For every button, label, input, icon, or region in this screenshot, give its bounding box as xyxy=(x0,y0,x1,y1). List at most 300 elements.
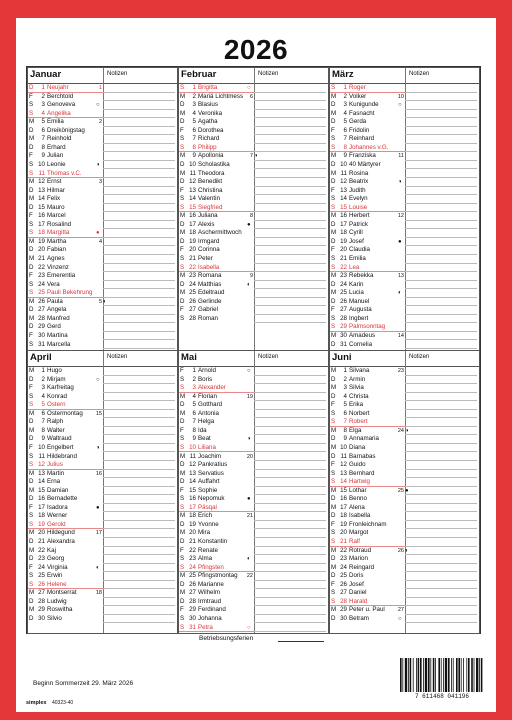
weekday: D xyxy=(331,118,336,126)
day-row xyxy=(179,529,329,538)
day-number: 6 xyxy=(343,126,347,134)
day-number: 24 xyxy=(189,563,196,571)
notes-line xyxy=(254,322,326,323)
weekday: M xyxy=(331,563,337,571)
day-row xyxy=(179,547,329,556)
weekday: F xyxy=(180,126,184,134)
week-number: 26 xyxy=(397,547,404,554)
day-number: 24 xyxy=(38,563,45,571)
weekday: F xyxy=(180,367,184,374)
notes-line xyxy=(103,348,175,349)
weekday: S xyxy=(180,443,185,451)
month-name: Januar xyxy=(30,69,62,80)
name-day: Bernhard xyxy=(349,469,375,477)
day-number: 14 xyxy=(38,195,45,203)
day-number: 19 xyxy=(189,520,196,528)
day-number: 2 xyxy=(192,375,196,383)
day-number: 12 xyxy=(38,178,45,186)
day-number: 12 xyxy=(340,461,347,469)
day-row xyxy=(179,512,329,521)
day-row xyxy=(330,246,480,255)
weekday: D xyxy=(331,297,336,305)
name-day: Betram xyxy=(349,614,369,622)
name-day: Silvio xyxy=(47,614,62,622)
name-day: Lucia xyxy=(349,289,364,297)
day-number: 25 xyxy=(340,289,347,297)
name-day: Scholastika xyxy=(198,160,230,168)
weekday: M xyxy=(180,169,186,177)
day-row xyxy=(28,255,178,264)
weekday: S xyxy=(331,589,336,597)
day-row xyxy=(179,376,329,385)
weekday: M xyxy=(29,426,35,434)
moon-phase-icon: ● xyxy=(96,230,100,237)
day-number: 9 xyxy=(41,152,45,160)
name-day: Bernadette xyxy=(47,495,78,503)
name-day: Rosalind xyxy=(47,220,72,228)
weekday: S xyxy=(29,580,34,588)
weekday: M xyxy=(331,229,337,237)
day-row xyxy=(330,529,480,538)
day-number: 4 xyxy=(343,392,347,400)
name-day: Irmgard xyxy=(198,237,220,245)
day-number: 29 xyxy=(38,606,45,614)
day-number: 9 xyxy=(343,152,347,160)
name-day: Sophie xyxy=(198,486,218,494)
weekday: F xyxy=(331,186,335,194)
day-number: 19 xyxy=(340,237,347,245)
day-number: 12 xyxy=(38,461,45,469)
day-number: 10 xyxy=(340,160,347,168)
weekday: D xyxy=(331,512,336,520)
moon-phase-icon: ○ xyxy=(247,624,251,631)
day-row xyxy=(28,581,178,590)
name-day: Peter xyxy=(198,255,213,262)
moon-phase-icon: ○ xyxy=(398,102,402,109)
weekday: F xyxy=(180,426,184,434)
barcode-bar xyxy=(445,658,447,692)
name-day: Mariä Lichtmess xyxy=(198,92,244,100)
name-day: Erna xyxy=(47,478,61,486)
name-day: Roswitha xyxy=(47,606,73,614)
name-day: 40 Märtyrer xyxy=(349,160,381,168)
name-day: Renate xyxy=(198,546,218,554)
weekday: M xyxy=(29,529,35,537)
name-day: Marianne xyxy=(198,580,224,588)
weekday: S xyxy=(331,203,336,211)
name-day: Martha xyxy=(47,237,67,245)
day-row xyxy=(179,581,329,590)
barcode-bar xyxy=(474,658,475,692)
name-day: Erika xyxy=(349,401,364,409)
name-day: Päsqal xyxy=(198,503,217,511)
name-day: Evelyn xyxy=(349,195,368,203)
day-row xyxy=(179,470,329,479)
name-day: Pfingstmontag xyxy=(198,572,238,580)
name-day: Romana xyxy=(198,272,222,280)
day-row xyxy=(330,564,480,573)
name-day: Vera xyxy=(47,280,60,288)
day-row xyxy=(330,444,480,453)
day-number: 15 xyxy=(340,203,347,211)
name-day: Mauro xyxy=(47,203,65,211)
day-number: 26 xyxy=(340,297,347,305)
weekday: S xyxy=(180,563,185,571)
day-row xyxy=(330,298,480,307)
day-row xyxy=(330,495,480,504)
weekday: F xyxy=(180,606,184,614)
month-maerz xyxy=(329,67,480,351)
day-row xyxy=(330,212,480,221)
day-number: 3 xyxy=(192,101,196,109)
weekday: M xyxy=(331,367,337,374)
day-row xyxy=(179,229,329,238)
weekday: F xyxy=(331,246,335,254)
day-number: 28 xyxy=(340,314,347,322)
day-row xyxy=(28,264,178,273)
name-day: Robert xyxy=(349,418,368,426)
day-row xyxy=(330,315,480,324)
day-row xyxy=(179,461,329,470)
weekday: D xyxy=(29,555,34,563)
day-row xyxy=(179,101,329,110)
barcode-bar xyxy=(481,658,483,692)
day-row xyxy=(330,306,480,315)
name-day: Blasius xyxy=(198,101,218,109)
name-day: Daniel xyxy=(349,589,367,597)
weekday: D xyxy=(331,452,336,460)
name-day: Konrad xyxy=(47,392,67,400)
day-row xyxy=(330,221,480,230)
week-number: 24 xyxy=(397,427,404,434)
day-number: 26 xyxy=(38,297,45,305)
weekday: D xyxy=(180,478,185,486)
name-day: Margitta xyxy=(47,229,70,237)
barcode-bar xyxy=(463,658,464,692)
name-day: Matthias xyxy=(198,280,222,288)
name-day: Claudia xyxy=(349,246,370,254)
day-row xyxy=(179,589,329,598)
day-row xyxy=(330,255,480,264)
day-row xyxy=(179,272,329,281)
weekday: M xyxy=(331,92,337,100)
day-row xyxy=(330,204,480,213)
moon-phase-icon: ◑ xyxy=(398,179,402,186)
name-day: Gotthard xyxy=(198,401,223,409)
name-day: Harald xyxy=(349,597,368,605)
day-row xyxy=(330,572,480,581)
day-row xyxy=(28,461,178,470)
name-day: Christa xyxy=(349,392,369,400)
name-day: Irmtraud xyxy=(198,597,222,605)
weekday: F xyxy=(180,486,184,494)
weekday: D xyxy=(331,614,336,622)
name-day: Julian xyxy=(47,152,64,160)
day-row xyxy=(179,84,329,93)
day-row xyxy=(179,384,329,393)
name-day: Juliana xyxy=(198,212,218,220)
day-row xyxy=(179,487,329,496)
day-number: 1 xyxy=(192,367,196,374)
day-row xyxy=(179,135,329,144)
day-row xyxy=(179,127,329,136)
week-number: 2 xyxy=(98,119,102,126)
barcode-bar xyxy=(418,658,420,692)
name-day: Erhard xyxy=(47,143,66,151)
moon-phase-icon: ● xyxy=(247,496,251,503)
moon-phase-icon: ◑ xyxy=(96,444,100,451)
vacation-label: Betriebsungsferien xyxy=(199,635,254,642)
weekday: M xyxy=(331,384,337,392)
weekday: M xyxy=(180,512,186,520)
day-row xyxy=(330,418,480,427)
weekday: D xyxy=(331,280,336,288)
weekday: M xyxy=(180,92,186,100)
weekday: D xyxy=(180,280,185,288)
weekday: D xyxy=(29,126,34,134)
day-number: 29 xyxy=(340,323,347,331)
day-number: 11 xyxy=(340,169,347,177)
day-number: 5 xyxy=(41,118,45,126)
day-row xyxy=(28,170,178,179)
name-day: Gerold xyxy=(47,520,66,528)
weekday: D xyxy=(29,203,34,211)
weekday: D xyxy=(180,597,185,605)
day-number: 11 xyxy=(189,452,196,460)
name-day: Roman xyxy=(198,314,218,322)
weekday: D xyxy=(180,178,185,186)
day-number: 10 xyxy=(38,443,45,451)
name-day: Siegfried xyxy=(198,203,223,211)
name-day: Neujahr xyxy=(47,84,69,91)
name-day: Florian xyxy=(198,392,217,400)
weekday: S xyxy=(180,84,185,91)
day-number: 13 xyxy=(189,186,196,194)
day-number: 22 xyxy=(189,546,196,554)
name-day: Konstantin xyxy=(198,538,228,545)
day-number: 23 xyxy=(38,555,45,563)
name-day: Genoveva xyxy=(47,101,76,109)
day-row xyxy=(330,84,480,93)
article-number: 40323-40 xyxy=(52,700,74,706)
weekday: S xyxy=(331,469,336,477)
weekday: D xyxy=(29,306,34,314)
weekday: M xyxy=(29,486,35,494)
week-number: 12 xyxy=(397,213,404,220)
weekday: D xyxy=(29,84,34,91)
name-day: Helga xyxy=(198,418,215,426)
day-row xyxy=(330,135,480,144)
weekday: M xyxy=(29,589,35,597)
moon-phase-icon: ◐ xyxy=(405,547,409,554)
name-day: Roger xyxy=(349,84,366,91)
week-number: 10 xyxy=(397,93,404,100)
day-number: 12 xyxy=(189,178,196,186)
day-row xyxy=(179,144,329,153)
day-row xyxy=(28,427,178,436)
day-number: 22 xyxy=(189,263,196,271)
weekday: D xyxy=(29,478,34,486)
weekday: M xyxy=(29,237,35,245)
day-number: 29 xyxy=(189,606,196,614)
weekday: D xyxy=(29,246,34,254)
weekday: F xyxy=(29,384,33,392)
weekday: M xyxy=(331,212,337,220)
day-row xyxy=(179,204,329,213)
day-number: 11 xyxy=(189,169,196,177)
day-row xyxy=(28,401,178,410)
day-number: 21 xyxy=(38,538,45,545)
week-number: 17 xyxy=(95,530,102,537)
day-row xyxy=(28,101,178,110)
day-number: 11 xyxy=(38,452,45,460)
weekday: M xyxy=(180,289,186,297)
day-row xyxy=(179,306,329,315)
name-day: Antonia xyxy=(198,409,219,417)
name-day: Alexis xyxy=(198,220,215,228)
barcode xyxy=(400,658,484,692)
day-number: 18 xyxy=(189,229,196,237)
day-row xyxy=(28,512,178,521)
name-day: Ralph xyxy=(47,418,64,426)
day-row xyxy=(28,332,178,341)
weekday: S xyxy=(29,280,34,288)
day-number: 14 xyxy=(189,478,196,486)
day-number: 26 xyxy=(189,297,196,305)
name-day: Gerda xyxy=(349,118,367,126)
day-number: 23 xyxy=(340,555,347,563)
day-number: 12 xyxy=(189,461,196,469)
day-number: 16 xyxy=(38,495,45,503)
weekday: S xyxy=(29,101,34,109)
weekday: D xyxy=(331,237,336,245)
name-day: Annamaria xyxy=(349,435,379,443)
name-day: Isadora xyxy=(47,503,68,511)
week-number: 9 xyxy=(249,273,253,280)
name-day: Lothar xyxy=(349,486,367,494)
name-day: Mira xyxy=(198,529,211,537)
weekday: D xyxy=(29,418,34,426)
weekday: D xyxy=(29,614,34,622)
day-row xyxy=(179,555,329,564)
week-number: 7 xyxy=(249,153,253,160)
day-row xyxy=(179,298,329,307)
week-number: 13 xyxy=(397,273,404,280)
name-day: Engelbert xyxy=(47,443,74,451)
name-day: Hugo xyxy=(47,367,62,374)
day-row xyxy=(179,246,329,255)
day-number: 6 xyxy=(41,126,45,134)
weekday: M xyxy=(331,331,337,339)
name-day: Armin xyxy=(349,375,366,383)
notes-line xyxy=(103,622,175,623)
name-day: Berchtold xyxy=(47,92,74,100)
barcode-bar xyxy=(468,658,470,692)
name-day: Judith xyxy=(349,186,366,194)
weekday: F xyxy=(180,186,184,194)
barcode-bar xyxy=(479,658,480,692)
moon-phase-icon: ◐ xyxy=(96,564,100,571)
day-row xyxy=(330,470,480,479)
day-number: 23 xyxy=(189,272,196,280)
day-row xyxy=(28,384,178,393)
day-row xyxy=(28,444,178,453)
week-number: 5 xyxy=(98,298,102,305)
day-row xyxy=(28,135,178,144)
day-row xyxy=(28,521,178,530)
day-row xyxy=(330,152,480,161)
notes-line xyxy=(254,631,326,632)
day-number: 24 xyxy=(340,563,347,571)
name-day: Joachim xyxy=(198,452,222,460)
day-number: 24 xyxy=(189,280,196,288)
day-number: 18 xyxy=(38,229,45,237)
weekday: D xyxy=(180,401,185,409)
day-row xyxy=(28,504,178,513)
day-row xyxy=(179,624,329,633)
month-mai xyxy=(178,350,329,634)
month-februar xyxy=(178,67,329,351)
weekday: M xyxy=(29,606,35,614)
month-name: Februar xyxy=(181,69,217,80)
day-row xyxy=(179,444,329,453)
day-number: 19 xyxy=(38,237,45,245)
weekday: S xyxy=(29,461,34,469)
name-day: Kunigunde xyxy=(349,101,379,109)
day-number: 7 xyxy=(192,418,196,426)
name-day: Fasnacht xyxy=(349,109,375,117)
day-number: 27 xyxy=(38,589,45,597)
weekday: S xyxy=(29,109,34,117)
day-number: 26 xyxy=(189,580,196,588)
day-row xyxy=(179,152,329,161)
day-number: 7 xyxy=(343,418,347,426)
name-day: Nepomuk xyxy=(198,495,225,503)
name-day: Waltraud xyxy=(47,435,72,443)
day-row xyxy=(179,255,329,264)
name-day: Martina xyxy=(47,331,68,339)
name-day: Beatrix xyxy=(349,178,369,186)
weekday: M xyxy=(180,469,186,477)
day-number: 22 xyxy=(340,546,347,554)
day-number: 27 xyxy=(340,306,347,314)
notes-label: Notizen xyxy=(258,71,279,77)
name-day: Reinhard xyxy=(349,135,375,143)
day-number: 10 xyxy=(189,443,196,451)
day-row xyxy=(28,418,178,427)
name-day: Josef xyxy=(349,580,364,588)
name-day: Ludwig xyxy=(47,597,67,605)
name-day: Guido xyxy=(349,461,366,469)
day-number: 23 xyxy=(189,555,196,563)
weekday: S xyxy=(29,229,34,237)
name-day: Peter u. Paul xyxy=(349,606,385,614)
weekday: S xyxy=(29,512,34,520)
day-number: 2 xyxy=(41,375,45,383)
barcode-bar xyxy=(428,658,430,692)
barcode-bar xyxy=(416,658,417,692)
day-number: 17 xyxy=(340,220,347,228)
weekday: F xyxy=(331,461,335,469)
barcode-bar xyxy=(443,658,444,692)
weekday: S xyxy=(180,614,185,622)
weekday: M xyxy=(180,272,186,280)
day-row xyxy=(179,289,329,298)
day-number: 4 xyxy=(41,392,45,400)
day-row xyxy=(28,298,178,307)
weekday: M xyxy=(331,272,337,280)
weekday: D xyxy=(29,495,34,503)
